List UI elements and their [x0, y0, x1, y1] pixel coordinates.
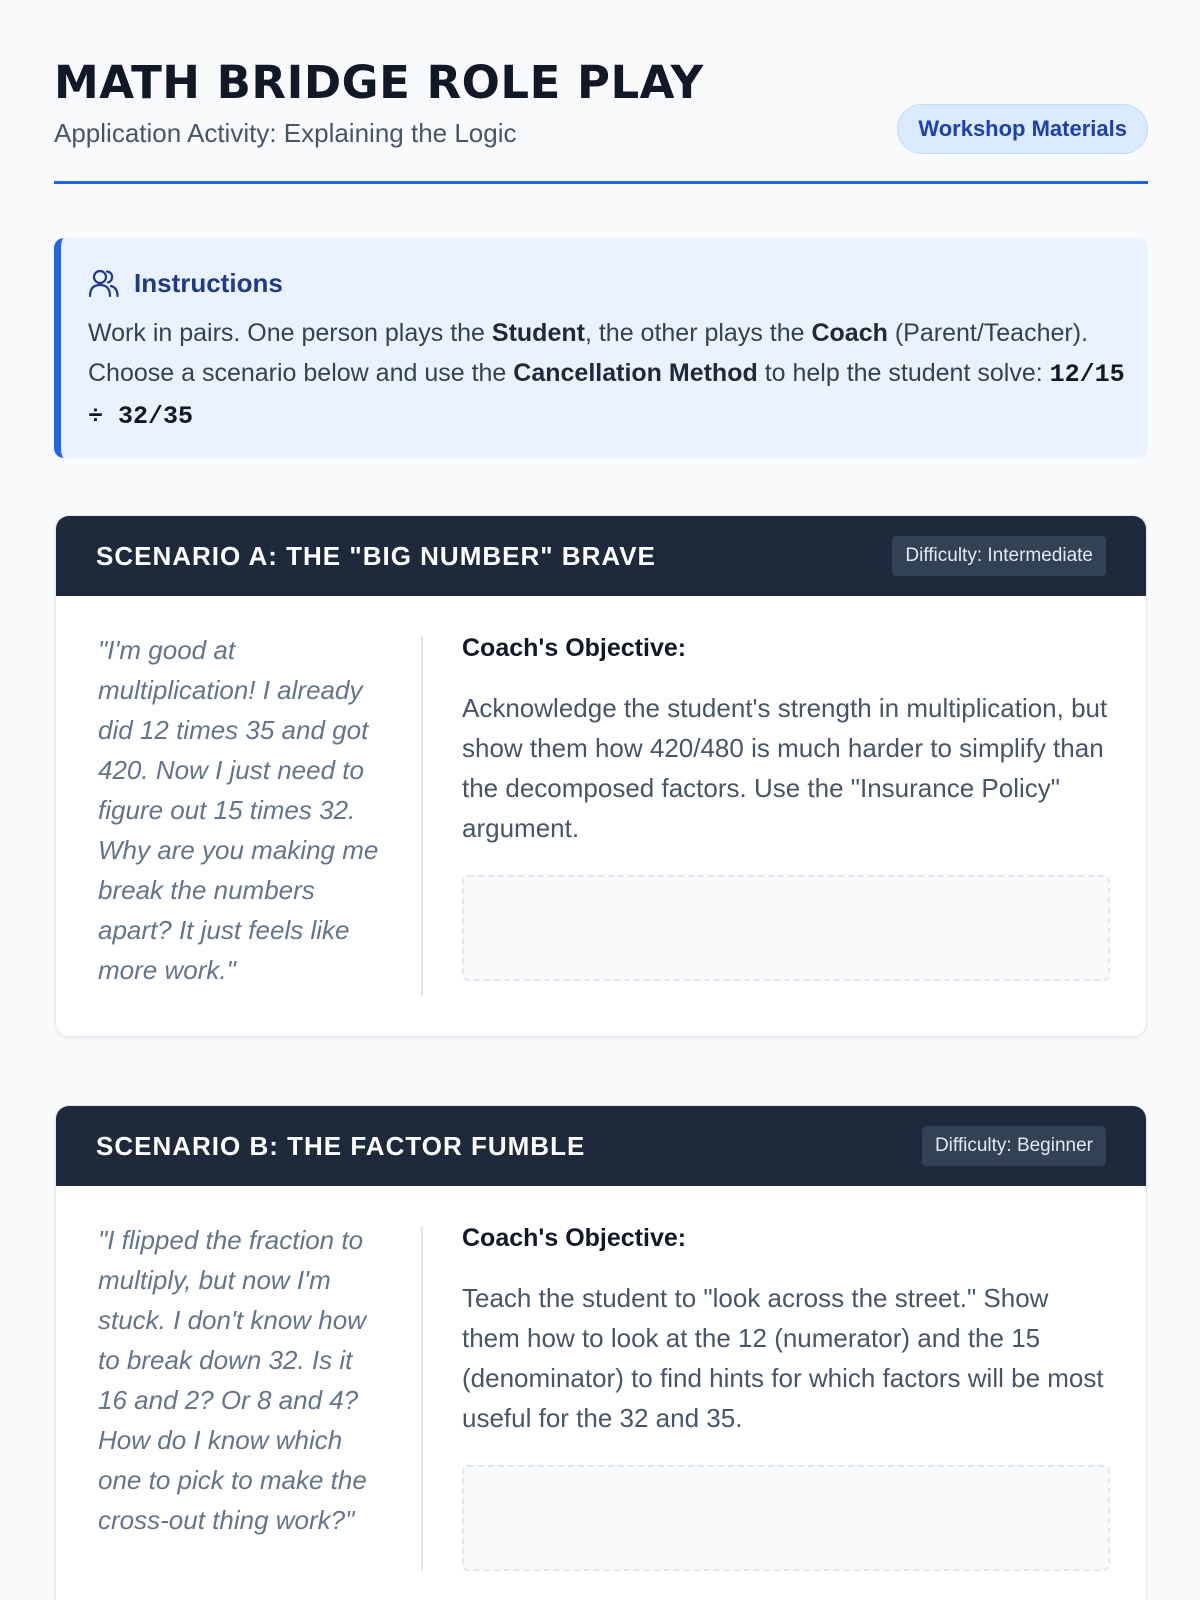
student-quote: "I'm good at multiplication! I already did 12 times 35 and got 420. Now I just need to figure out 15 times 32. Why are you making me break the numbers apart? It just feels like more work." [98, 635, 379, 985]
page-subtitle: Application Activity: Explaining the Logic [54, 118, 517, 148]
column-divider [421, 1226, 423, 1571]
instructions-heading [88, 266, 283, 300]
scenario-card-a [55, 515, 1147, 1037]
coach-objective-text: Teach the student to "look across the street." Show them how to look at the 12 (numerator) and the 15 (denominator) to find hints for which factors will be most useful for the 32 and 35. [462, 1283, 1104, 1433]
scenario-title: SCENARIO A: THE "BIG NUMBER" BRAVE [96, 541, 656, 571]
coach-objective-label: Coach's Objective: [462, 634, 687, 662]
coach-role: Coach [811, 319, 888, 347]
instructions-title: Instructions [134, 267, 283, 298]
instructions-text-4: to help the student solve: [757, 359, 1050, 387]
notes-area[interactable] [462, 1465, 1110, 1571]
workshop-materials-badge: Workshop Materials [897, 104, 1148, 154]
instructions-text-1: Work in pairs. One person plays the [88, 319, 492, 347]
scenario-header [56, 516, 1146, 596]
scenario-header [56, 1106, 1146, 1186]
cancellation-method: Cancellation Method [513, 359, 758, 387]
scenario-card-b [55, 1105, 1147, 1600]
student-role: Student [491, 319, 585, 347]
page-title: MATH BRIDGE ROLE PLAY [54, 56, 704, 109]
notes-area[interactable] [462, 875, 1110, 981]
instructions-box [54, 238, 1148, 458]
instructions-text-3: (Parent/Teacher). Choose a scenario below and use the [88, 319, 1088, 387]
coach-objective-label: Coach's Objective: [462, 1224, 687, 1252]
instructions-text [88, 313, 1128, 437]
page-header [54, 56, 1148, 184]
student-quote: "I flipped the fraction to multiply, but now I'm stuck. I don't know how to break down 32. Is it 16 and 2? Or 8 and 4? How do I know which one to pick to make the cross-out thing work?" [98, 1225, 367, 1535]
difficulty-badge: Difficulty: Intermediate [892, 536, 1106, 576]
coach-objective-text: Acknowledge the student's strength in multiplication, but show them how 420/480 is much harder to simplify than the decomposed factors. Use the "Insurance Policy" argument. [462, 693, 1108, 843]
difficulty-badge: Difficulty: Beginner [922, 1126, 1106, 1166]
instructions-text-2: , the other plays the [584, 319, 812, 347]
users-icon [88, 267, 120, 299]
column-divider [421, 636, 423, 996]
problem-expression: 12/15 ÷ 32/35 [88, 360, 1125, 431]
scenario-title: SCENARIO B: THE FACTOR FUMBLE [96, 1131, 586, 1161]
